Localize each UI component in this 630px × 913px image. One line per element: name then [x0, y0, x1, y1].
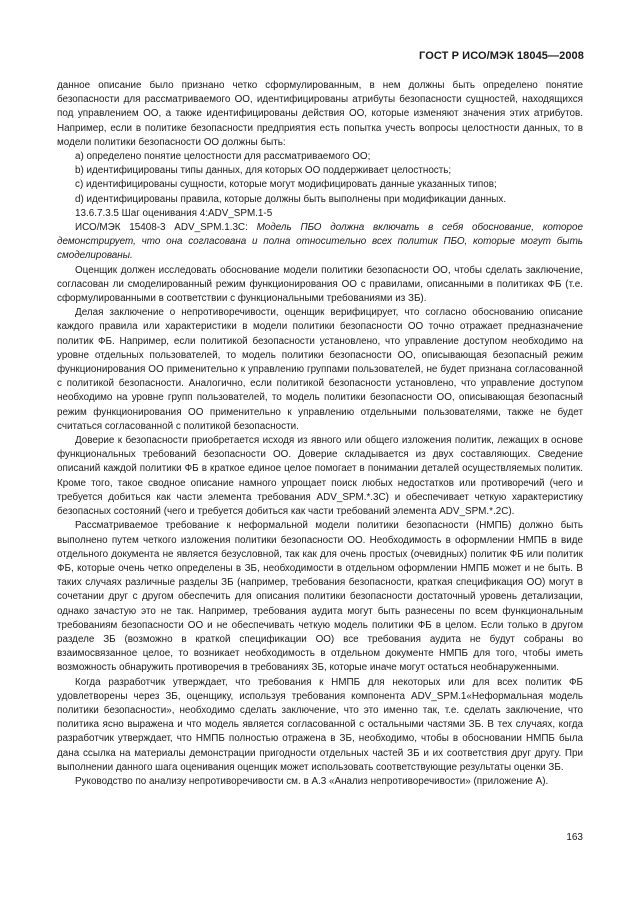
paragraph: [57, 519, 583, 675]
paragraph-text: Делая заключение о непротиворечивости, оценщик верифицирует, что согласно обоснованию описание каждого правила или характеристики в модели политики безопасности ОО точно отражает предназначение политик ФБ. Например, если политикой безопасности установлено, что управление доступом необходимо на уровне отдельных пользователей, то модель политики безопасности ОО, описывающая безопасный режим функционирования ОО применительно к управлению группами пользователей, не будет признана согласованной с политикой безопасности. Аналогично, если политикой безопасности установлено, что управление доступом необходимо на уровне групп пользователей, то модель политики безопасности ОО, описывающая безопасный режим функционирования ОО применительно к управлению отдельными пользователями, также не будет считаться согласованной с политикой безопасности.: [57, 307, 583, 432]
paragraph: [57, 264, 583, 307]
paragraph: [57, 164, 583, 178]
page-number: 163: [566, 832, 583, 843]
paragraph-text: Когда разработчик утверждает, что требования к НМПБ для некоторых или для всех политик ФБ удовлетворены через ЗБ, оценщику, используя требования компонента ADV_SPM.1«Неформальная модель политики безопасности», необходимо сделать заключение, что это именно так, т.е. сделать заключение, что политика ясно выражена и что модель является согласованной с остальными частями ЗБ. В тех случаях, когда разработчик утверждает, что НМПБ полностью отражена в ЗБ, необходимо, чтобы в обосновании НМПБ была дана ссылка на материалы демонстрации пригодности отдельных частей ЗБ и их соответствия друг другу. При выполнении данного шага оценивания оценщик может использовать соответствующие результаты оценки ЗБ.: [57, 676, 583, 773]
paragraph-text: Доверие к безопасности приобретается исходя из явного или общего изложения политик, лежащих в основе функциональных требований безопасности ОО. Доверие складывается из двух составляющих. Сведение описаний каждой политики ФБ в краткое единое целое помогает в понимании деталей осуществляемых политик. Кроме того, такое сводное описание намного упрощает поиск любых недостатков или противоречий (чего и требуется добиться как части элемента требования ADV_SPM.*.3C) и обеспечивает четкую характеристику безопасных состояний (чего и требуется добиться как части требований элемента ADV_SPM.*.2C).: [57, 435, 583, 518]
paragraph-emphasis: Модель ПБО должна включать в себя обоснование, которое демонстрирует, что она согласована и полна относительно всех политик ПБО, которые могут быть смоделированы.: [57, 222, 583, 262]
paragraph: [57, 178, 583, 192]
document-body: [57, 79, 583, 789]
paragraph-text: d) идентифицированы правила, которые должны быть выполнены при модификации данных.: [75, 193, 507, 205]
paragraph-text: данное описание было признано четко сформулированным, в нем должны быть определено понятие безопасности для рассматриваемого ОО, идентифицированы атрибуты безопасности сущностей, находящихся под управлением ОО, а также идентифицированы действия ОО, которые изменяют значения этих атрибутов. Например, если в политике безопасности предприятия есть попытка учесть вопросы целостности данных, то в модели политики безопасности ОО должны быть:: [57, 80, 583, 148]
paragraph: [57, 221, 583, 264]
paragraph-text: 13.6.7.3.5 Шаг оценивания 4:ADV_SPM.1-5: [75, 207, 273, 219]
standard-header: ГОСТ Р ИСО/МЭК 18045—2008: [419, 50, 584, 62]
paragraph: [57, 775, 583, 789]
paragraph: [57, 434, 583, 519]
paragraph-text: Рассматриваемое требование к неформальной модели политики безопасности (НМПБ) должно быть выполнено путем четкого изложения политики безопасности ОО. Необходимость в оформлении НМПБ в виде отдельного документа не является безусловной, так как для очень простых (очевидных) политик ФБ или политик ФБ, которые очень четко определены в ЗБ, необходимости в отдельном оформлении НМПБ может и не быть. В таких случаях различные разделы ЗБ (например, требования безопасности, краткая спецификация ОО) могут в сочетании друг с другом обеспечить для описания политики безопасности достаточный уровень детализации, однако зачастую это не так. Например, требования аудита могут быть разнесены по всем функциональным требованиям безопасности ОО и не обеспечивать четкую модель политики ФБ в целом. Если только в другом разделе ЗБ (возможно в краткой спецификации ОО) все требования аудита не будут собраны во взаимосвязанное целое, то возникает необходимость в отдельном документе НМПБ для того, чтобы иметь возможность обнаружить противоречия в требованиях ЗБ, которые иначе могут остаться необнаруженными.: [57, 520, 583, 674]
paragraph-text: Руководство по анализу непротиворечивости см. в А.3 «Анализ непротиворечивости» (приложение А).: [75, 775, 549, 787]
paragraph-text: Оценщик должен исследовать обоснование модели политики безопасности ОО, чтобы сделать заключение, согласован ли смоделированный режим функционирования ОО с правилами, описанными в политиках ФБ (т.е. сформулированными в соответствии с функциональными требованиями из ЗБ).: [57, 264, 583, 305]
paragraph: [57, 676, 583, 775]
paragraph-text: a) определено понятие целостности для рассматриваемого ОО;: [75, 151, 371, 163]
paragraph: [57, 306, 583, 434]
paragraph-text: b) идентифицированы типы данных, для которых ОО поддерживает целостность;: [75, 165, 452, 177]
paragraph-text: ИСО/МЭК 15408-3 ADV_SPM.1.3C:: [75, 222, 248, 234]
paragraph: [57, 79, 583, 150]
paragraph: [57, 207, 583, 221]
paragraph: [57, 150, 583, 164]
paragraph: [57, 193, 583, 207]
paragraph-text: c) идентифицированы сущности, которые могут модифицировать данные указанных типов;: [75, 179, 497, 191]
